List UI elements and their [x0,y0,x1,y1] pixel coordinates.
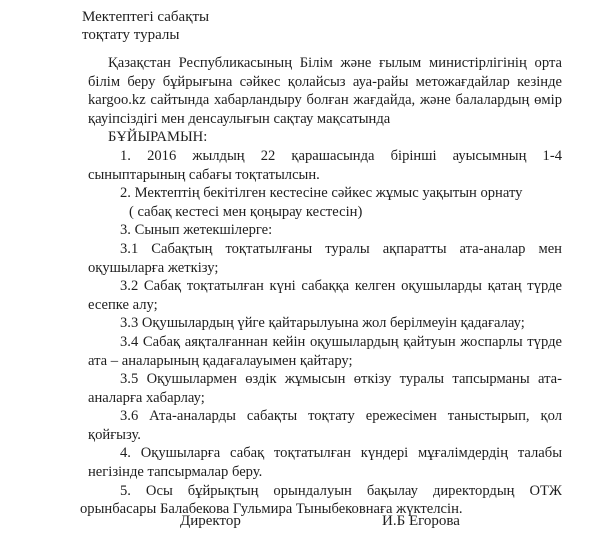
signature-name: И.Б Егорова [382,513,460,529]
preamble-line: білім беру бұйрығына сәйкес қолайсыз ауа-райы метожағдайлар кезінде [88,73,562,90]
item-5-line: орынбасары Балабекова Гульмира Тыныбековнаға жүктелсін. [80,501,463,518]
item-1-line: 1. 2016 жылдың 22 қарашасында бірінші ауысымның 1-4 [120,147,562,164]
title-line: Мектептегі сабақты [82,9,210,25]
document-body [80,54,562,519]
title-line: тоқтату туралы [82,27,180,43]
item-3-4-line: 3.4 Сабақ аяқталғаннан кейін оқушылардың қайтуын жоспарлы түрде [120,333,562,350]
item-4-line: 4. Оқушыларға сабақ тоқтатылған күндері мұғалімдердің талабы [120,445,562,462]
preamble-line: kargoo.kz сайтында хабарландыру болған жағдайда, және балалардың өмір [88,92,562,109]
item-1-line: сыныптарының сабағы тоқтатылсын. [88,166,320,183]
item-2-line: 2. Мектептің бекітілген кестесіне сәйкес жұмыс уақытын орнату [120,185,523,202]
item-4-line: негізінде тапсырмалар беру. [88,464,263,481]
preamble-line: қауіпсіздігі мен денсаулығын сақтау мақсатында [88,110,391,127]
item-3-3: 3.3 Оқушылардың үйге қайтарылуына жол берілмеуін қадағалау; [120,315,525,332]
document-title [82,8,209,44]
item-3-6-line: 3.6 Ата-аналарды сабақты тоқтату ережесімен таныстырып, қол [120,408,562,425]
order-heading: БҰЙЫРАМЫН: [108,129,208,146]
item-2-line: ( сабақ кестесі мен қоңырау кестесін) [129,203,363,220]
signature-role: Директор [180,513,241,529]
item-3: 3. Сынып жетекшілерге: [120,222,273,239]
item-3-5-line: 3.5 Оқушылармен өздік жұмысын өткізу туралы тапсырманы ата- [120,371,562,388]
preamble-line: Қазақстан Республикасының Білім және ғылым министірлігінің орта [108,55,562,71]
item-3-5-line: аналарға хабарлау; [88,389,205,406]
item-3-2-line: есепке алу; [88,296,158,313]
item-3-1-line: оқушыларға жеткізу; [88,259,219,276]
item-3-2-line: 3.2 Сабақ тоқтатылған күні сабаққа келген оқушыларды қатаң түрде [120,278,562,295]
item-5-line: 5. Осы бұйрықтың орындалуын бақылау директордың ОТЖ [120,482,562,499]
item-3-6-line: қойғызу. [88,426,141,443]
item-3-4-line: ата – аналарының қадағалауымен қайтару; [88,352,353,369]
item-3-1-line: 3.1 Сабақтың тоқтатылғаны туралы ақпаратты ата-аналар мен [120,240,562,257]
